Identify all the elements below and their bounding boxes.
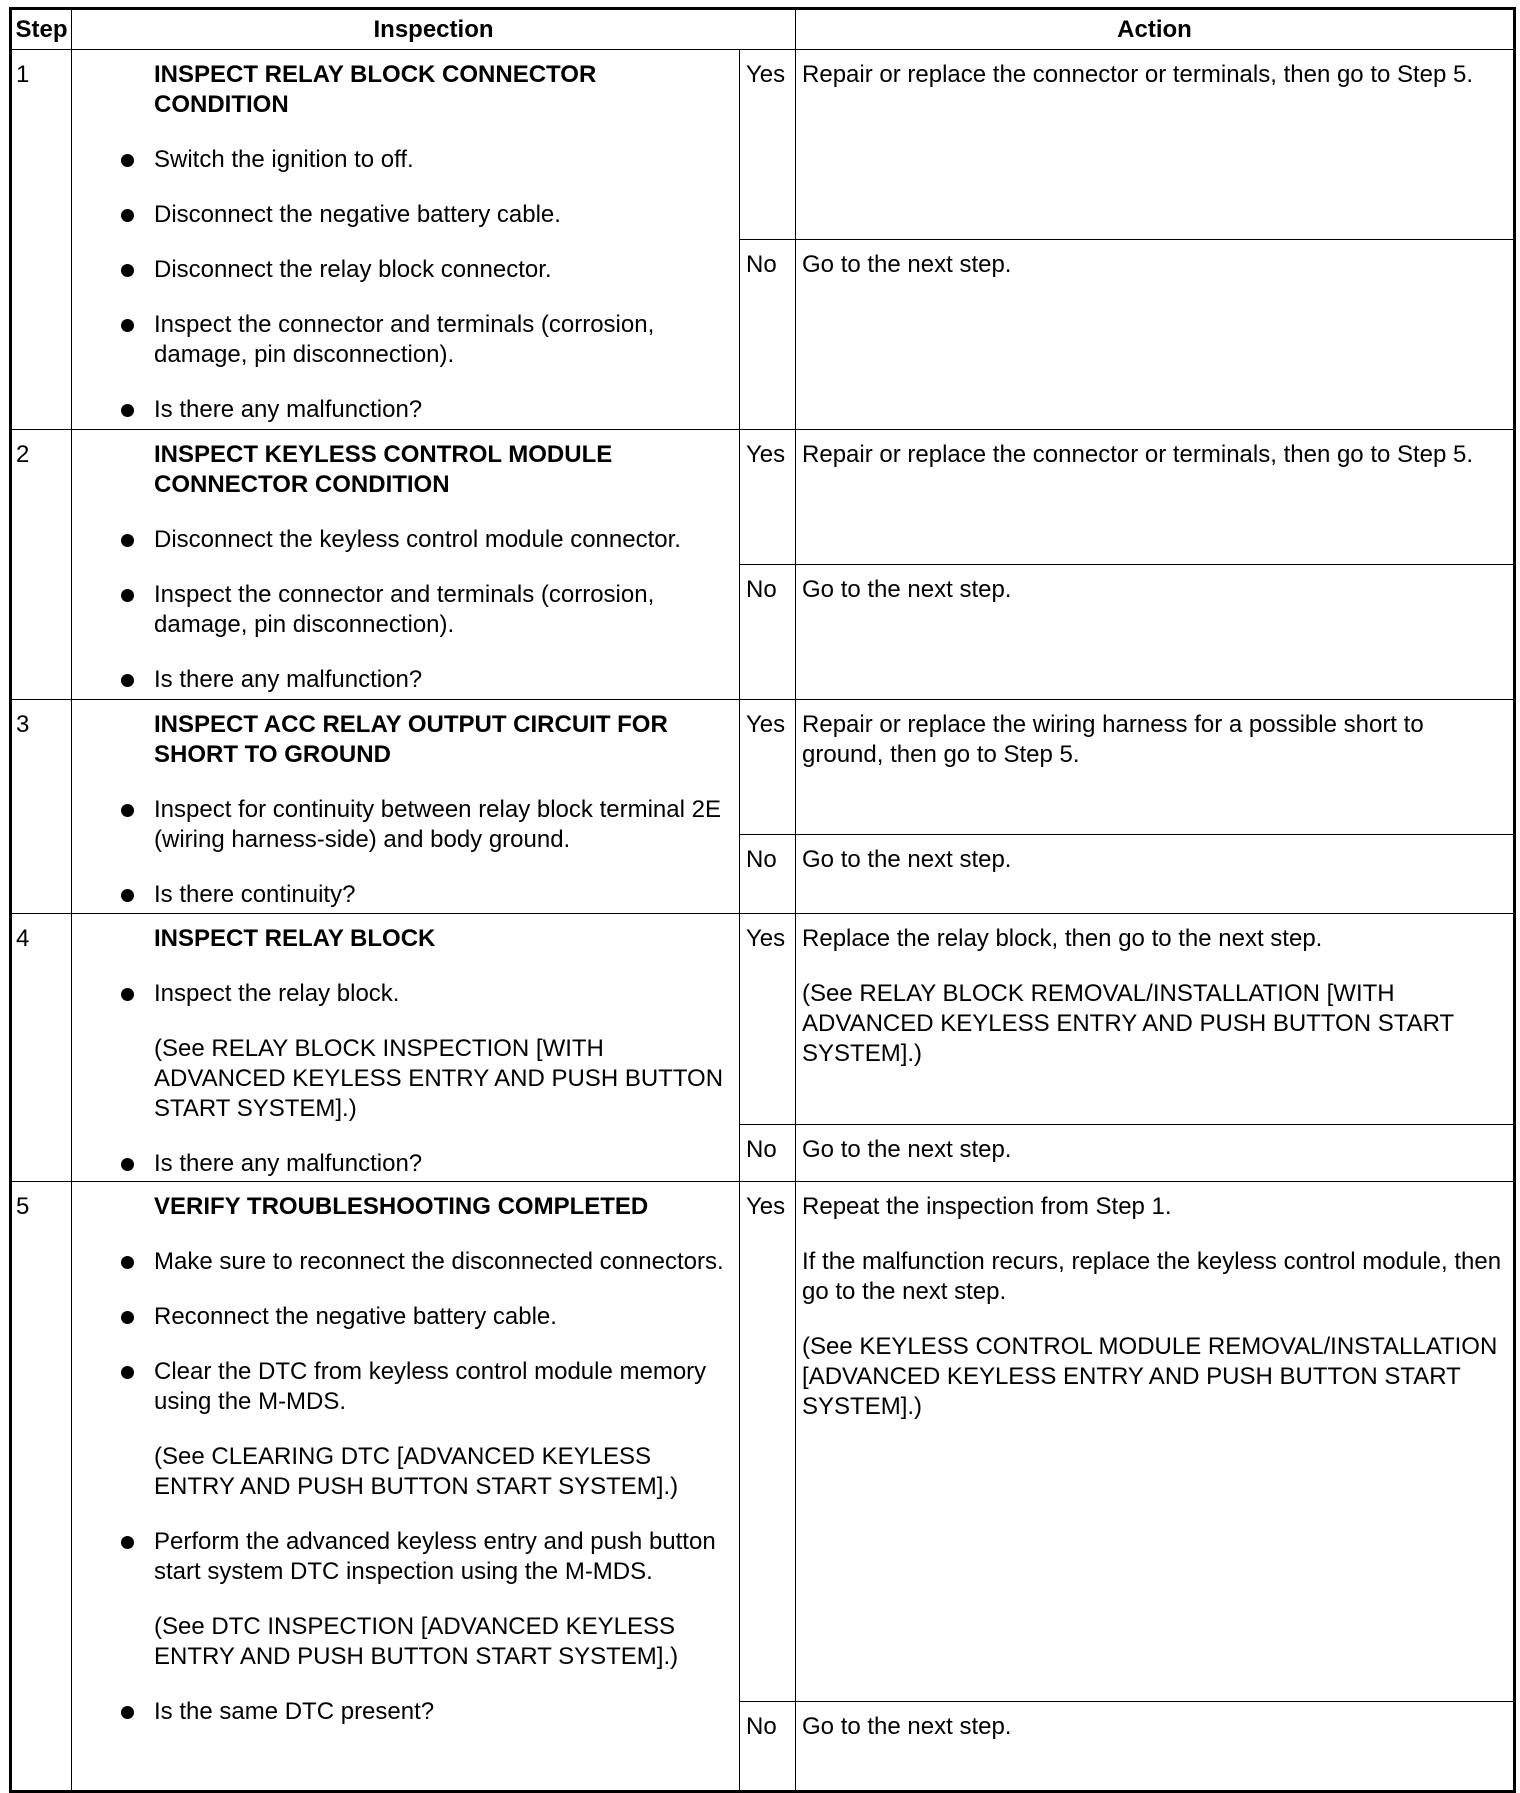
no-label: No bbox=[740, 1125, 796, 1182]
no-action-text: Go to the next step. bbox=[802, 576, 1012, 603]
table-row bbox=[11, 700, 1515, 835]
bullet-icon bbox=[121, 404, 134, 417]
inspection-item-text: Is there any malfunction? bbox=[154, 396, 423, 423]
no-label: No bbox=[740, 565, 796, 700]
list-item bbox=[72, 1527, 729, 1672]
reference-note: (See RELAY BLOCK INSPECTION [WITH ADVANCED KEYLESS ENTRY AND PUSH BUTTON START SYSTEM].) bbox=[154, 1035, 724, 1122]
yes-action-text: Repeat the inspection from Step 1. bbox=[802, 1193, 1172, 1220]
table-row bbox=[11, 50, 1515, 240]
troubleshooting-table bbox=[9, 7, 1516, 1793]
inspection-item-text: Is the same DTC present? bbox=[154, 1698, 435, 1725]
inspection-item-text: Make sure to reconnect the disconnected connectors. bbox=[154, 1248, 724, 1275]
no-action-text: Go to the next step. bbox=[802, 846, 1012, 873]
yes-action-cell bbox=[796, 700, 1515, 835]
inspection-item-text: Perform the advanced keyless entry and push button start system DTC inspection using the M-MDS. bbox=[154, 1528, 716, 1585]
list-item bbox=[72, 200, 729, 230]
bullet-icon bbox=[121, 319, 134, 332]
inspection-item-text: Inspect for continuity between relay block terminal 2E (wiring harness-side) and body ground. bbox=[154, 796, 721, 853]
inspection-item-text: Switch the ignition to off. bbox=[154, 146, 414, 173]
list-item bbox=[72, 880, 729, 910]
inspection-item-text: Is there any malfunction? bbox=[154, 666, 423, 693]
inspection-title: INSPECT RELAY BLOCK CONNECTOR CONDITION bbox=[154, 61, 597, 118]
list-item bbox=[72, 979, 729, 1124]
yes-label: Yes bbox=[740, 700, 796, 835]
inspection-item-text: Clear the DTC from keyless control module memory using the M-MDS. bbox=[154, 1358, 707, 1415]
inspection-cell bbox=[72, 430, 740, 700]
yes-action-cell bbox=[796, 1182, 1515, 1702]
inspection-item-text: Inspect the relay block. bbox=[154, 980, 400, 1007]
list-item bbox=[72, 1302, 729, 1332]
yes-action-text: Repair or replace the connector or terminals, then go to Step 5. bbox=[802, 441, 1474, 468]
list-item bbox=[72, 255, 729, 285]
inspection-list bbox=[72, 145, 729, 425]
yes-action-text: Repair or replace the wiring harness for a possible short to ground, then go to Step 5. bbox=[802, 711, 1424, 768]
table-header-row bbox=[11, 9, 1515, 50]
inspection-title: INSPECT KEYLESS CONTROL MODULE CONNECTOR CONDITION bbox=[154, 441, 613, 498]
inspection-cell bbox=[72, 1182, 740, 1792]
yes-action-text: Repair or replace the connector or terminals, then go to Step 5. bbox=[802, 61, 1474, 88]
inspection-list bbox=[72, 979, 729, 1179]
yes-action-list bbox=[802, 60, 1505, 90]
bullet-icon bbox=[121, 1311, 134, 1324]
inspection-item-text: Inspect the connector and terminals (corrosion, damage, pin disconnection). bbox=[154, 311, 655, 368]
reference-note: (See CLEARING DTC [ADVANCED KEYLESS ENTRY AND PUSH BUTTON START SYSTEM].) bbox=[154, 1443, 679, 1500]
bullet-icon bbox=[121, 1158, 134, 1171]
no-action-cell bbox=[796, 1125, 1515, 1182]
list-item bbox=[72, 1149, 729, 1179]
list-item bbox=[72, 145, 729, 175]
inspection-cell bbox=[72, 914, 740, 1182]
list-item bbox=[72, 580, 729, 640]
inspection-item-text: Disconnect the negative battery cable. bbox=[154, 201, 561, 228]
bullet-icon bbox=[121, 988, 134, 1001]
inspection-cell bbox=[72, 50, 740, 430]
header-inspection: Inspection bbox=[72, 9, 796, 50]
step-number: 2 bbox=[11, 430, 72, 700]
no-action-list bbox=[802, 845, 1505, 875]
yes-action-list bbox=[802, 1192, 1505, 1422]
step-number: 3 bbox=[11, 700, 72, 914]
list-item bbox=[72, 795, 729, 855]
inspection-item-text: Inspect the connector and terminals (corrosion, damage, pin disconnection). bbox=[154, 581, 655, 638]
inspection-title: INSPECT ACC RELAY OUTPUT CIRCUIT FOR SHORT TO GROUND bbox=[154, 711, 668, 768]
list-item bbox=[72, 1697, 729, 1727]
list-item bbox=[72, 665, 729, 695]
yes-action-list bbox=[802, 924, 1505, 1069]
no-label: No bbox=[740, 240, 796, 430]
no-action-list bbox=[802, 1712, 1505, 1742]
yes-action-text: If the malfunction recurs, replace the keyless control module, then go to the next step. bbox=[802, 1248, 1502, 1305]
yes-label: Yes bbox=[740, 914, 796, 1125]
bullet-icon bbox=[121, 264, 134, 277]
yes-action-cell bbox=[796, 430, 1515, 565]
list-item bbox=[72, 1357, 729, 1502]
table-row bbox=[11, 914, 1515, 1125]
inspection-list bbox=[72, 1247, 729, 1727]
no-action-list bbox=[802, 1135, 1505, 1165]
step-number: 1 bbox=[11, 50, 72, 430]
no-action-list bbox=[802, 575, 1505, 605]
yes-action-list bbox=[802, 440, 1505, 470]
inspection-item-text: Disconnect the keyless control module connector. bbox=[154, 526, 681, 553]
yes-action-cell bbox=[796, 50, 1515, 240]
yes-label: Yes bbox=[740, 430, 796, 565]
yes-action-list bbox=[802, 710, 1505, 770]
yes-label: Yes bbox=[740, 1182, 796, 1702]
table-row bbox=[11, 430, 1515, 565]
reference-note: (See DTC INSPECTION [ADVANCED KEYLESS ENTRY AND PUSH BUTTON START SYSTEM].) bbox=[154, 1613, 679, 1670]
list-item bbox=[72, 525, 729, 555]
bullet-icon bbox=[121, 804, 134, 817]
bullet-icon bbox=[121, 534, 134, 547]
no-action-list bbox=[802, 250, 1505, 280]
list-item bbox=[72, 310, 729, 370]
no-action-text: Go to the next step. bbox=[802, 1136, 1012, 1163]
step-number: 4 bbox=[11, 914, 72, 1182]
yes-action-text: (See KEYLESS CONTROL MODULE REMOVAL/INSTALLATION [ADVANCED KEYLESS ENTRY AND PUSH BUTTON START SYSTEM].) bbox=[802, 1333, 1498, 1420]
inspection-cell bbox=[72, 700, 740, 914]
list-item bbox=[72, 1247, 729, 1277]
yes-label: Yes bbox=[740, 50, 796, 240]
bullet-icon bbox=[121, 1366, 134, 1379]
no-action-cell bbox=[796, 1702, 1515, 1792]
inspection-item-text: Is there any malfunction? bbox=[154, 1150, 423, 1177]
list-item bbox=[72, 395, 729, 425]
inspection-item-text: Disconnect the relay block connector. bbox=[154, 256, 552, 283]
bullet-icon bbox=[121, 589, 134, 602]
table-row bbox=[11, 1182, 1515, 1702]
inspection-item-text: Is there continuity? bbox=[154, 881, 356, 908]
no-action-text: Go to the next step. bbox=[802, 251, 1012, 278]
yes-action-cell bbox=[796, 914, 1515, 1125]
header-action: Action bbox=[796, 9, 1515, 50]
bullet-icon bbox=[121, 209, 134, 222]
header-step: Step bbox=[11, 9, 72, 50]
inspection-list bbox=[72, 525, 729, 695]
inspection-title: INSPECT RELAY BLOCK bbox=[154, 925, 436, 952]
no-label: No bbox=[740, 835, 796, 914]
inspection-list bbox=[72, 795, 729, 910]
step-number: 5 bbox=[11, 1182, 72, 1792]
bullet-icon bbox=[121, 1706, 134, 1719]
no-action-cell bbox=[796, 240, 1515, 430]
bullet-icon bbox=[121, 1536, 134, 1549]
bullet-icon bbox=[121, 1256, 134, 1269]
bullet-icon bbox=[121, 154, 134, 167]
bullet-icon bbox=[121, 889, 134, 902]
yes-action-text: (See RELAY BLOCK REMOVAL/INSTALLATION [WITH ADVANCED KEYLESS ENTRY AND PUSH BUTTON START SYSTEM].) bbox=[802, 980, 1454, 1067]
inspection-title: VERIFY TROUBLESHOOTING COMPLETED bbox=[154, 1193, 649, 1220]
no-action-cell bbox=[796, 565, 1515, 700]
no-label: No bbox=[740, 1702, 796, 1792]
no-action-text: Go to the next step. bbox=[802, 1713, 1012, 1740]
bullet-icon bbox=[121, 674, 134, 687]
table-body bbox=[11, 50, 1515, 1792]
no-action-cell bbox=[796, 835, 1515, 914]
inspection-item-text: Reconnect the negative battery cable. bbox=[154, 1303, 557, 1330]
yes-action-text: Replace the relay block, then go to the next step. bbox=[802, 925, 1323, 952]
